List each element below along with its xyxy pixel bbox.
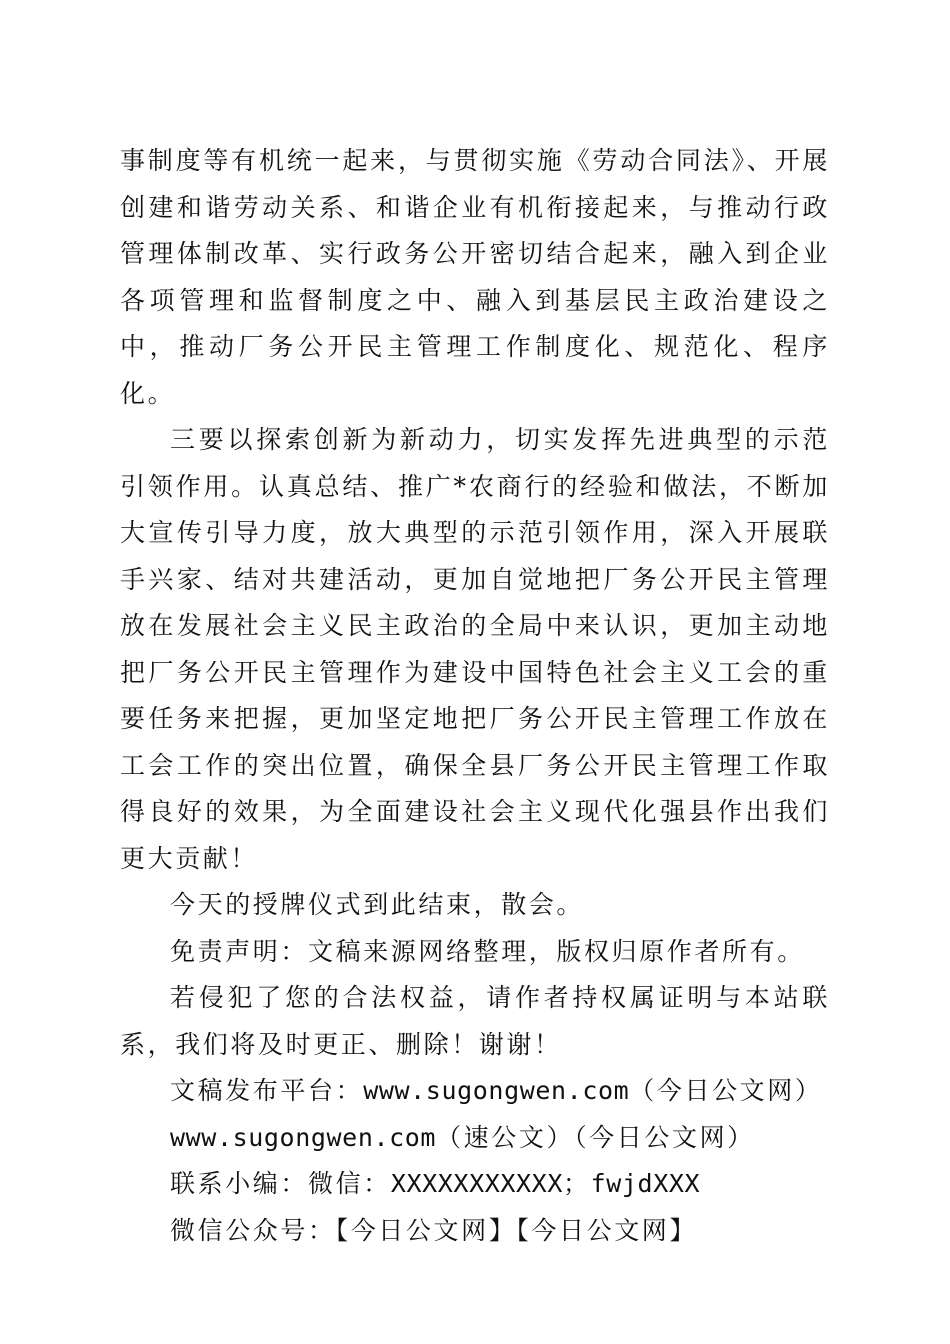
footer-alt-suffix: （速公文）（今日公文网）	[436, 1122, 755, 1152]
footer-platform-url: www.sugongwen.com	[363, 1076, 630, 1105]
footer-contact-label: 联系小编：微信：	[170, 1169, 391, 1198]
footer-wechat-public-value: 【今日公文网】【今日公文网】	[335, 1215, 698, 1245]
footer-alt-url-line	[120, 1115, 830, 1162]
footer-platform-label: 文稿发布平台：	[170, 1076, 364, 1105]
paragraph-third-requirement: 三要以探索创新为新动力，切实发挥先进典型的示范引领作用。认真总结、推广*农商行的经验和做法，不断加大宣传引导力度，放大典型的示范引领作用，深入开展联手兴家、结对共建活动，更加自觉地把厂务公开民主管理放在发展社会主义民主政治的全局中来认识，更加主动地把厂务公开民主管理作为建设中国特色社会主义工会的重要任务来把握，更加坚定地把厂务公开民主管理工作放在工会工作的突出位置，确保全县厂务公开民主管理工作取得良好的效果，为全面建设社会主义现代化强县作出我们更大贡献！	[120, 425, 830, 873]
footer-contact-line	[120, 1161, 830, 1208]
footer-wechat-public-line	[120, 1208, 830, 1255]
footer-contact-wechat: XXXXXXXXXXX	[390, 1169, 563, 1198]
paragraph-continuation: 事制度等有机统一起来，与贯彻实施《劳动合同法》、开展创建和谐劳动关系、和谐企业有机衔接起来，与推动行政管理体制改革、实行政务公开密切结合起来，融入到企业各项管理和监督制度之中、融入到基层民主政治建设之中，推动厂务公开民主管理工作制度化、规范化、程序化。	[120, 146, 830, 408]
footer-contact-id: fwjdXXX	[590, 1169, 701, 1198]
footer-platform-suffix: （今日公文网）	[629, 1076, 823, 1105]
paragraph-disclaimer: 免责声明：文稿来源网络整理，版权归原作者所有。	[170, 936, 805, 966]
document-body	[120, 138, 830, 1254]
footer-contact-separator: ；	[562, 1169, 591, 1198]
footer-alt-url: www.sugongwen.com	[170, 1122, 437, 1152]
paragraph-closing: 今天的授牌仪式到此结束，散会。	[170, 890, 585, 919]
footer-wechat-public-label: 微信公众号：	[170, 1215, 336, 1245]
paragraph-infringement-notice: 若侵犯了您的合法权益，请作者持权属证明与本站联系，我们将及时更正、删除！谢谢！	[120, 983, 830, 1059]
footer-platform-line	[120, 1068, 830, 1115]
